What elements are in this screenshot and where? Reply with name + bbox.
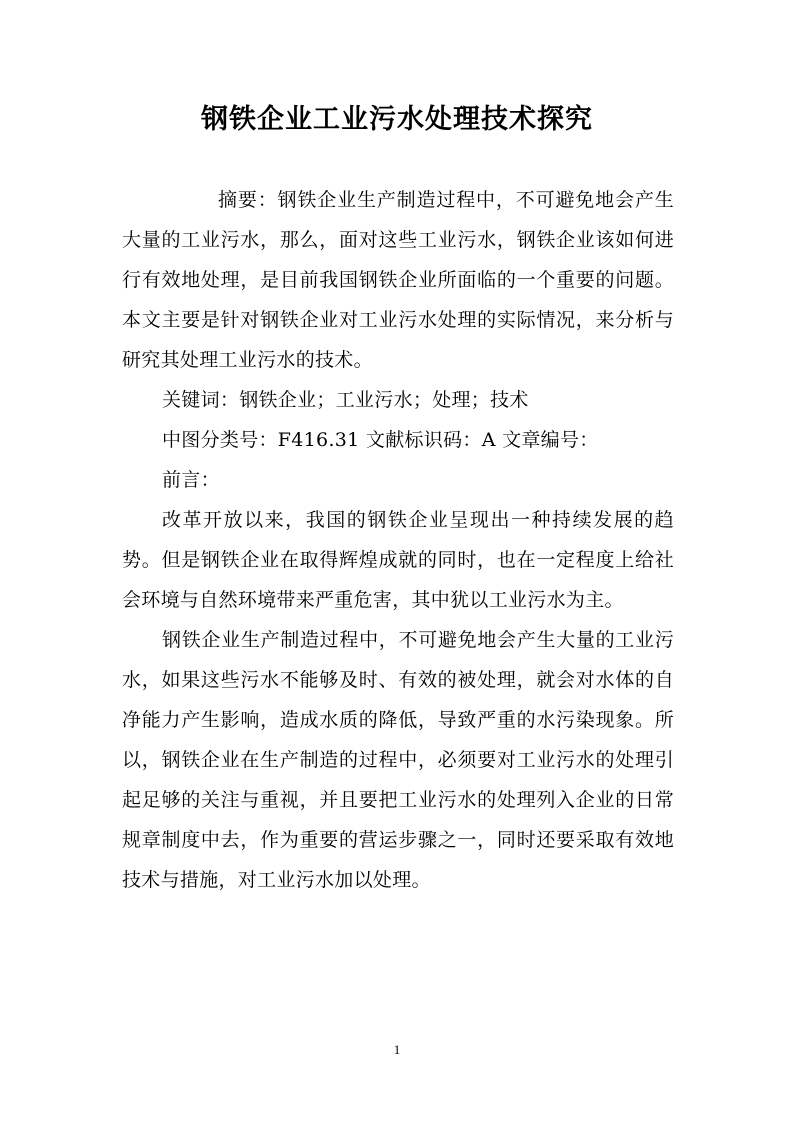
abstract-paragraph: 摘要：钢铁企业生产制造过程中，不可避免地会产生大量的工业污水，那么，面对这些工业污水，钢铁企业该如何进行有效地处理，是目前我国钢铁企业所面临的一个重要的问题。本文主要是针对钢铁企业对工业污水处理的实际情况，来分析与研究其处理工业污水的技术。 [122,189,674,371]
document-body [122,180,674,900]
classification-line: 中图分类号：F416.31 文献标识码：A 文章编号： [162,429,599,451]
document-title: 钢铁企业工业污水处理技术探究 [201,104,593,135]
preface-heading: 前言： [162,469,220,491]
page-number: 1 [393,1042,401,1057]
keywords-line: 关键词：钢铁企业；工业污水；处理；技术 [162,389,529,411]
body-paragraph-1: 改革开放以来，我国的钢铁企业呈现出一种持续发展的趋势。但是钢铁企业在取得辉煌成就的同时，也在一定程度上给社会环境与自然环境带来严重危害，其中犹以工业污水为主。 [122,509,674,611]
body-paragraph-2: 钢铁企业生产制造过程中，不可避免地会产生大量的工业污水，如果这些污水不能够及时、有效的被处理，就会对水体的自净能力产生影响，造成水质的降低，导致严重的水污染现象。所以，钢铁企业在生产制造的过程中，必须要对工业污水的处理引起足够的关注与重视，并且要把工业污水的处理列入企业的日常规章制度中去，作为重要的营运步骤之一，同时还要采取有效地技术与措施，对工业污水加以处理。 [122,629,674,891]
